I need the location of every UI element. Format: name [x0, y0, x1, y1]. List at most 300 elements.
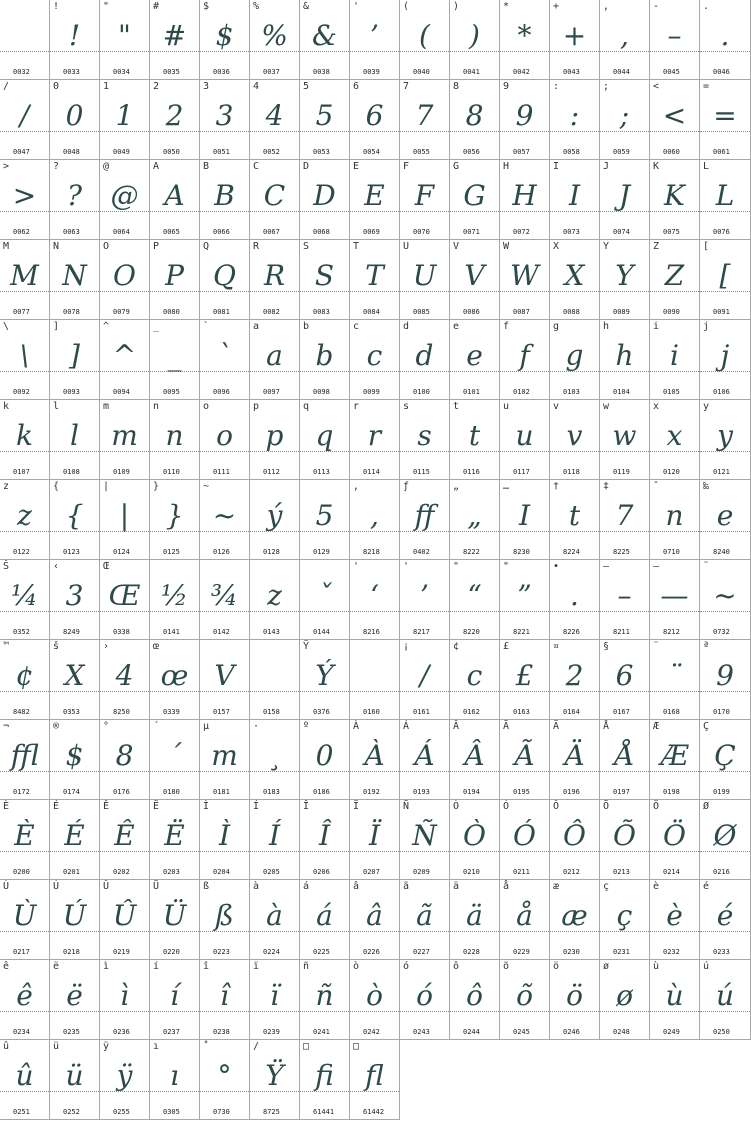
glyph-sample: X: [64, 659, 85, 692]
glyph-cell: [550, 80, 600, 160]
glyph-cell: [150, 720, 200, 800]
glyph-cell-label: Û: [103, 881, 110, 892]
glyph-code: 0241: [313, 1028, 330, 1036]
glyph-code: 0116: [463, 468, 480, 476]
glyph-sample: ¢: [15, 659, 34, 692]
glyph-sample: à: [266, 899, 283, 932]
glyph-cell: [600, 240, 650, 320]
glyph-cell-label: à: [253, 881, 260, 892]
glyph-cell-label: {: [53, 481, 60, 492]
glyph-code: 8725: [263, 1108, 280, 1116]
glyph-code: 0238: [213, 1028, 230, 1036]
glyph-cell: [0, 320, 50, 400]
glyph-code: 8212: [663, 628, 680, 636]
glyph-cell-label: *: [503, 1, 510, 12]
glyph-cell: [150, 560, 200, 640]
glyph-sample: á: [316, 899, 333, 932]
glyph-cell-label: û: [3, 1041, 10, 1052]
glyph-sample: j: [720, 339, 730, 372]
glyph-cell: [550, 160, 600, 240]
glyph-cell: [450, 80, 500, 160]
glyph-sample: `: [217, 339, 232, 372]
glyph-cell: [250, 400, 300, 480]
glyph-code: 0056: [463, 148, 480, 156]
glyph-sample: 0: [65, 99, 84, 132]
glyph-sample: ñ: [315, 979, 334, 1012]
glyph-sample: Á: [414, 739, 435, 772]
glyph-code: 0255: [113, 1108, 130, 1116]
glyph-sample: m: [211, 739, 238, 772]
glyph-cell: [200, 0, 250, 80]
glyph-cell: [600, 560, 650, 640]
glyph-cell-label: ˆ: [653, 481, 660, 492]
glyph-cell: [50, 800, 100, 880]
glyph-sample: *: [517, 19, 532, 52]
glyph-cell: [0, 160, 50, 240]
glyph-sample: X: [564, 259, 585, 292]
glyph-sample: b: [315, 339, 334, 372]
glyph-sample: fi: [315, 1059, 334, 1092]
glyph-cell: [0, 480, 50, 560]
glyph-code: 8211: [613, 628, 630, 636]
glyph-sample: p: [265, 419, 284, 452]
glyph-cell: [400, 800, 450, 880]
glyph-cell: [350, 320, 400, 400]
glyph-code: 0064: [113, 228, 130, 236]
glyph-code: 0044: [613, 68, 630, 76]
glyph-cell: [100, 160, 150, 240]
glyph-cell: [250, 80, 300, 160]
glyph-sample: ì: [120, 979, 129, 1012]
glyph-code: 0338: [113, 628, 130, 636]
glyph-cell: [200, 720, 250, 800]
glyph-cell: [650, 0, 700, 80]
glyph-cell-label: =: [703, 81, 710, 92]
glyph-cell: [300, 80, 350, 160]
glyph-code: 0075: [663, 228, 680, 236]
glyph-cell-label: T: [353, 241, 360, 252]
glyph-cell: [550, 480, 600, 560]
glyph-cell: [400, 240, 450, 320]
glyph-cell: [250, 640, 300, 720]
glyph-sample: “: [467, 579, 482, 612]
glyph-code: 0101: [463, 388, 480, 396]
glyph-code: 0229: [513, 948, 530, 956]
glyph-cell-label: d: [403, 321, 410, 332]
glyph-code: 0227: [413, 948, 430, 956]
glyph-code: 0042: [513, 68, 530, 76]
glyph-cell: [300, 1040, 350, 1120]
glyph-cell: [650, 320, 700, 400]
glyph-code: 0038: [313, 68, 330, 76]
glyph-cell-label: ã: [403, 881, 410, 892]
glyph-cell-label: á: [303, 881, 310, 892]
glyph-cell: [500, 80, 550, 160]
glyph-code: 8249: [63, 628, 80, 636]
glyph-cell: [600, 800, 650, 880]
glyph-cell-label: §: [603, 641, 610, 652]
glyph-code: 0228: [463, 948, 480, 956]
glyph-cell-label: G: [453, 161, 460, 172]
glyph-cell-label: ò: [353, 961, 360, 972]
glyph-code: 0246: [563, 1028, 580, 1036]
glyph-code: 0250: [713, 1028, 730, 1036]
glyph-sample: ï: [270, 979, 279, 1012]
glyph-sample: ÿ: [116, 1059, 133, 1092]
glyph-cell: [50, 320, 100, 400]
glyph-sample: Õ: [613, 819, 636, 852]
glyph-cell: [300, 800, 350, 880]
glyph-code: 0164: [563, 708, 580, 716]
glyph-code: 0216: [713, 868, 730, 876]
glyph-cell-label: O: [103, 241, 110, 252]
glyph-cell: [0, 640, 50, 720]
glyph-cell: [500, 960, 550, 1040]
glyph-sample: 8: [115, 739, 134, 772]
glyph-sample: C: [263, 179, 286, 212]
glyph-cell-label: 5: [303, 81, 310, 92]
glyph-cell-label: ¢: [453, 641, 460, 652]
glyph-code: 0237: [163, 1028, 180, 1036]
glyph-cell: [150, 0, 200, 80]
glyph-sample: i: [670, 339, 679, 372]
glyph-sample: ê: [16, 979, 33, 1012]
glyph-cell: [700, 80, 751, 160]
glyph-sample: Ò: [463, 819, 486, 852]
glyph-cell: [100, 720, 150, 800]
glyph-cell: [700, 720, 751, 800]
glyph-code: 0063: [63, 228, 80, 236]
glyph-cell: [150, 240, 200, 320]
glyph-cell: [50, 240, 100, 320]
glyph-cell: [550, 880, 600, 960]
glyph-sample: l: [70, 419, 79, 452]
glyph-sample: \: [19, 339, 30, 372]
glyph-cell-label: ": [453, 561, 460, 572]
glyph-cell-label: e: [453, 321, 460, 332]
glyph-code: 0160: [363, 708, 380, 716]
glyph-cell-label: £: [503, 641, 510, 652]
glyph-cell-label: Ú: [53, 881, 60, 892]
glyph-sample: –: [667, 19, 682, 52]
glyph-code: 0045: [663, 68, 680, 76]
glyph-cell: [650, 560, 700, 640]
glyph-sample: ò: [366, 979, 383, 1012]
glyph-code: 0125: [163, 548, 180, 556]
glyph-cell-label: 3: [203, 81, 210, 92]
glyph-code: 0095: [163, 388, 180, 396]
glyph-code: 0225: [313, 948, 330, 956]
glyph-cell-label: é: [703, 881, 710, 892]
glyph-code: 0112: [263, 468, 280, 476]
glyph-cell: [200, 800, 250, 880]
glyph-sample: ¨: [667, 659, 682, 692]
glyph-code: 0035: [163, 68, 180, 76]
glyph-code: 0109: [113, 468, 130, 476]
glyph-sample: ã: [416, 899, 433, 932]
glyph-cell-label: /: [3, 81, 10, 92]
glyph-sample: Ô: [563, 819, 586, 852]
glyph-cell: [50, 480, 100, 560]
glyph-sample: r: [367, 419, 382, 452]
glyph-sample: /: [419, 659, 430, 692]
glyph-cell-label: k: [3, 401, 10, 412]
glyph-code: 0122: [13, 548, 30, 556]
glyph-cell-label: N: [53, 241, 60, 252]
glyph-code: 0710: [663, 548, 680, 556]
glyph-sample: Œ: [108, 579, 141, 612]
glyph-cell: [0, 800, 50, 880]
glyph-code: 0249: [663, 1028, 680, 1036]
glyph-cell-label: w: [603, 401, 610, 412]
glyph-sample: @: [110, 179, 139, 212]
glyph-cell-label: º: [303, 721, 310, 732]
glyph-code: 0110: [163, 468, 180, 476]
glyph-cell: [700, 400, 751, 480]
glyph-sample: ö: [566, 979, 583, 1012]
glyph-cell-label: É: [53, 801, 60, 812]
glyph-code: 0217: [13, 948, 30, 956]
glyph-sample: 9: [515, 99, 534, 132]
glyph-code: 0051: [213, 148, 230, 156]
glyph-cell: [450, 560, 500, 640]
glyph-cell: [50, 720, 100, 800]
glyph-sample: m: [111, 419, 138, 452]
glyph-sample: Ç: [714, 739, 736, 772]
glyph-sample: V: [214, 659, 235, 692]
glyph-code: 0219: [113, 948, 130, 956]
glyph-cell-label: a: [253, 321, 260, 332]
glyph-cell-label: ¤: [553, 641, 560, 652]
glyph-cell: [0, 240, 50, 320]
glyph-sample: V: [464, 259, 485, 292]
glyph-code: 0210: [463, 868, 480, 876]
glyph-cell: [0, 880, 50, 960]
glyph-code: 0053: [313, 148, 330, 156]
glyph-cell-label: <: [653, 81, 660, 92]
glyph-code: 0085: [413, 308, 430, 316]
glyph-cell: [0, 960, 50, 1040]
glyph-sample: n: [665, 499, 684, 532]
glyph-code: 0157: [213, 708, 230, 716]
glyph-cell-label: `: [203, 321, 210, 332]
glyph-cell-label: C: [253, 161, 260, 172]
glyph-cell: [0, 720, 50, 800]
glyph-sample: 4: [115, 659, 134, 692]
glyph-code: 0214: [663, 868, 680, 876]
glyph-cell: [250, 880, 300, 960]
glyph-cell-label: c: [353, 321, 360, 332]
glyph-code: 0195: [513, 788, 530, 796]
glyph-code: 0083: [313, 308, 330, 316]
glyph-cell: [50, 960, 100, 1040]
glyph-cell-label: ü: [53, 1041, 60, 1052]
glyph-sample: ’: [370, 19, 379, 52]
glyph-cell-label: ú: [703, 961, 710, 972]
glyph-cell-label: ù: [653, 961, 660, 972]
glyph-cell-label: ': [403, 561, 410, 572]
glyph-code: 0086: [463, 308, 480, 316]
glyph-code: 0199: [713, 788, 730, 796]
glyph-sample: .: [570, 579, 579, 612]
glyph-cell-label: Ä: [553, 721, 560, 732]
glyph-cell: [550, 800, 600, 880]
glyph-cell: [200, 560, 250, 640]
glyph-code: 0093: [63, 388, 80, 396]
glyph-code: 8221: [513, 628, 530, 636]
glyph-code: 0232: [663, 948, 680, 956]
glyph-sample: 7: [415, 99, 434, 132]
glyph-cell-label: s: [403, 401, 410, 412]
glyph-sample: #: [162, 19, 187, 52]
glyph-code: 0123: [63, 548, 80, 556]
glyph-sample: ú: [715, 979, 735, 1012]
glyph-cell: [200, 880, 250, 960]
glyph-cell: [150, 480, 200, 560]
glyph-cell: [50, 880, 100, 960]
glyph-sample: c: [466, 659, 483, 692]
glyph-code: 0193: [413, 788, 430, 796]
glyph-cell-label: }: [153, 481, 160, 492]
glyph-code: 0205: [263, 868, 280, 876]
glyph-sample: k: [16, 419, 33, 452]
glyph-cell: [200, 400, 250, 480]
glyph-sample: ,: [620, 19, 629, 52]
glyph-sample: 2: [165, 99, 184, 132]
glyph-sample: $: [65, 739, 84, 772]
glyph-cell-label: z: [3, 481, 10, 492]
glyph-sample: _: [167, 339, 182, 372]
glyph-cell-label: P: [153, 241, 160, 252]
glyph-sample: ˇ: [317, 579, 332, 612]
glyph-sample: u: [515, 419, 534, 452]
glyph-cell-label: è: [653, 881, 660, 892]
glyph-code: 0181: [213, 788, 230, 796]
glyph-sample: ‘: [370, 579, 379, 612]
glyph-sample: É: [64, 819, 85, 852]
glyph-cell: [50, 160, 100, 240]
glyph-code: 0072: [513, 228, 530, 236]
glyph-cell: [600, 960, 650, 1040]
glyph-cell-label: ƒ: [403, 481, 410, 492]
glyph-cell: [250, 320, 300, 400]
glyph-cell: [300, 0, 350, 80]
glyph-cell-label: #: [153, 1, 160, 12]
glyph-code: 0172: [13, 788, 30, 796]
glyph-code: 0252: [63, 1108, 80, 1116]
glyph-cell: [0, 80, 50, 160]
glyph-sample: „: [467, 499, 482, 532]
glyph-code: 0235: [63, 1028, 80, 1036]
glyph-cell: [300, 160, 350, 240]
glyph-sample: |: [119, 499, 130, 532]
glyph-code: 0143: [263, 628, 280, 636]
glyph-sample: è: [666, 899, 683, 932]
glyph-code: 0089: [613, 308, 630, 316]
glyph-cell: [700, 640, 751, 720]
glyph-code: 0058: [563, 148, 580, 156]
glyph-cell: [300, 320, 350, 400]
glyph-code: 0117: [513, 468, 530, 476]
glyph-code: 0231: [613, 948, 630, 956]
glyph-cell: [450, 0, 500, 80]
glyph-code: 0032: [13, 68, 30, 76]
glyph-sample: O: [113, 259, 136, 292]
glyph-cell-label: o: [203, 401, 210, 412]
glyph-code: 0036: [213, 68, 230, 76]
glyph-code: 0236: [113, 1028, 130, 1036]
glyph-cell: [550, 240, 600, 320]
glyph-cell-label: (: [403, 1, 410, 12]
glyph-sample: ff: [414, 499, 435, 532]
glyph-cell: [500, 720, 550, 800]
glyph-cell: [250, 160, 300, 240]
glyph-cell: [100, 80, 150, 160]
glyph-cell-label: µ: [203, 721, 210, 732]
glyph-code: 0070: [413, 228, 430, 236]
glyph-cell: [350, 400, 400, 480]
glyph-sample: ¼: [10, 579, 39, 612]
glyph-cell-label: ‰: [703, 481, 710, 492]
glyph-sample: 0: [315, 739, 334, 772]
glyph-code: 0128: [263, 548, 280, 556]
glyph-sample: ,: [370, 499, 379, 532]
glyph-cell-label: _: [153, 321, 160, 332]
glyph-sample: Ì: [218, 819, 231, 852]
glyph-code: 0081: [213, 308, 230, 316]
glyph-code: 0129: [313, 548, 330, 556]
glyph-sample: ½: [160, 579, 189, 612]
glyph-cell: [600, 640, 650, 720]
glyph-sample: ]: [69, 339, 80, 372]
glyph-sample: Ÿ: [265, 1059, 284, 1092]
glyph-cell-label: ñ: [303, 961, 310, 972]
glyph-cell-label: ~: [203, 481, 210, 492]
glyph-code: 0141: [163, 628, 180, 636]
glyph-cell: [600, 720, 650, 800]
glyph-code: 0121: [713, 468, 730, 476]
glyph-cell: [650, 240, 700, 320]
glyph-sample: 8: [465, 99, 484, 132]
glyph-cell: [600, 880, 650, 960]
glyph-sample: g: [565, 339, 584, 372]
glyph-cell-label: ø: [603, 961, 610, 972]
glyph-cell: [100, 240, 150, 320]
glyph-sample: ffl: [10, 739, 39, 772]
glyph-cell: [650, 880, 700, 960]
glyph-sample: e: [716, 499, 734, 532]
glyph-sample: 1: [115, 99, 134, 132]
glyph-cell: [0, 560, 50, 640]
glyph-cell: [700, 480, 751, 560]
glyph-sample: Å: [614, 739, 635, 772]
glyph-cell-label: Ü: [153, 881, 160, 892]
baseline-guide: [350, 691, 399, 692]
glyph-sample: 6: [365, 99, 384, 132]
glyph-cell-label: ì: [103, 961, 110, 972]
glyph-cell: [500, 480, 550, 560]
glyph-cell-label: □: [353, 1041, 360, 1052]
glyph-cell-label: W: [503, 241, 510, 252]
glyph-cell-label: K: [653, 161, 660, 172]
glyph-code: 0068: [313, 228, 330, 236]
glyph-cell-label: g: [553, 321, 560, 332]
glyph-cell-label: Õ: [603, 801, 610, 812]
glyph-sample: t: [468, 419, 481, 452]
glyph-cell-label: 2: [153, 81, 160, 92]
glyph-code: 0339: [163, 708, 180, 716]
glyph-cell: [300, 480, 350, 560]
